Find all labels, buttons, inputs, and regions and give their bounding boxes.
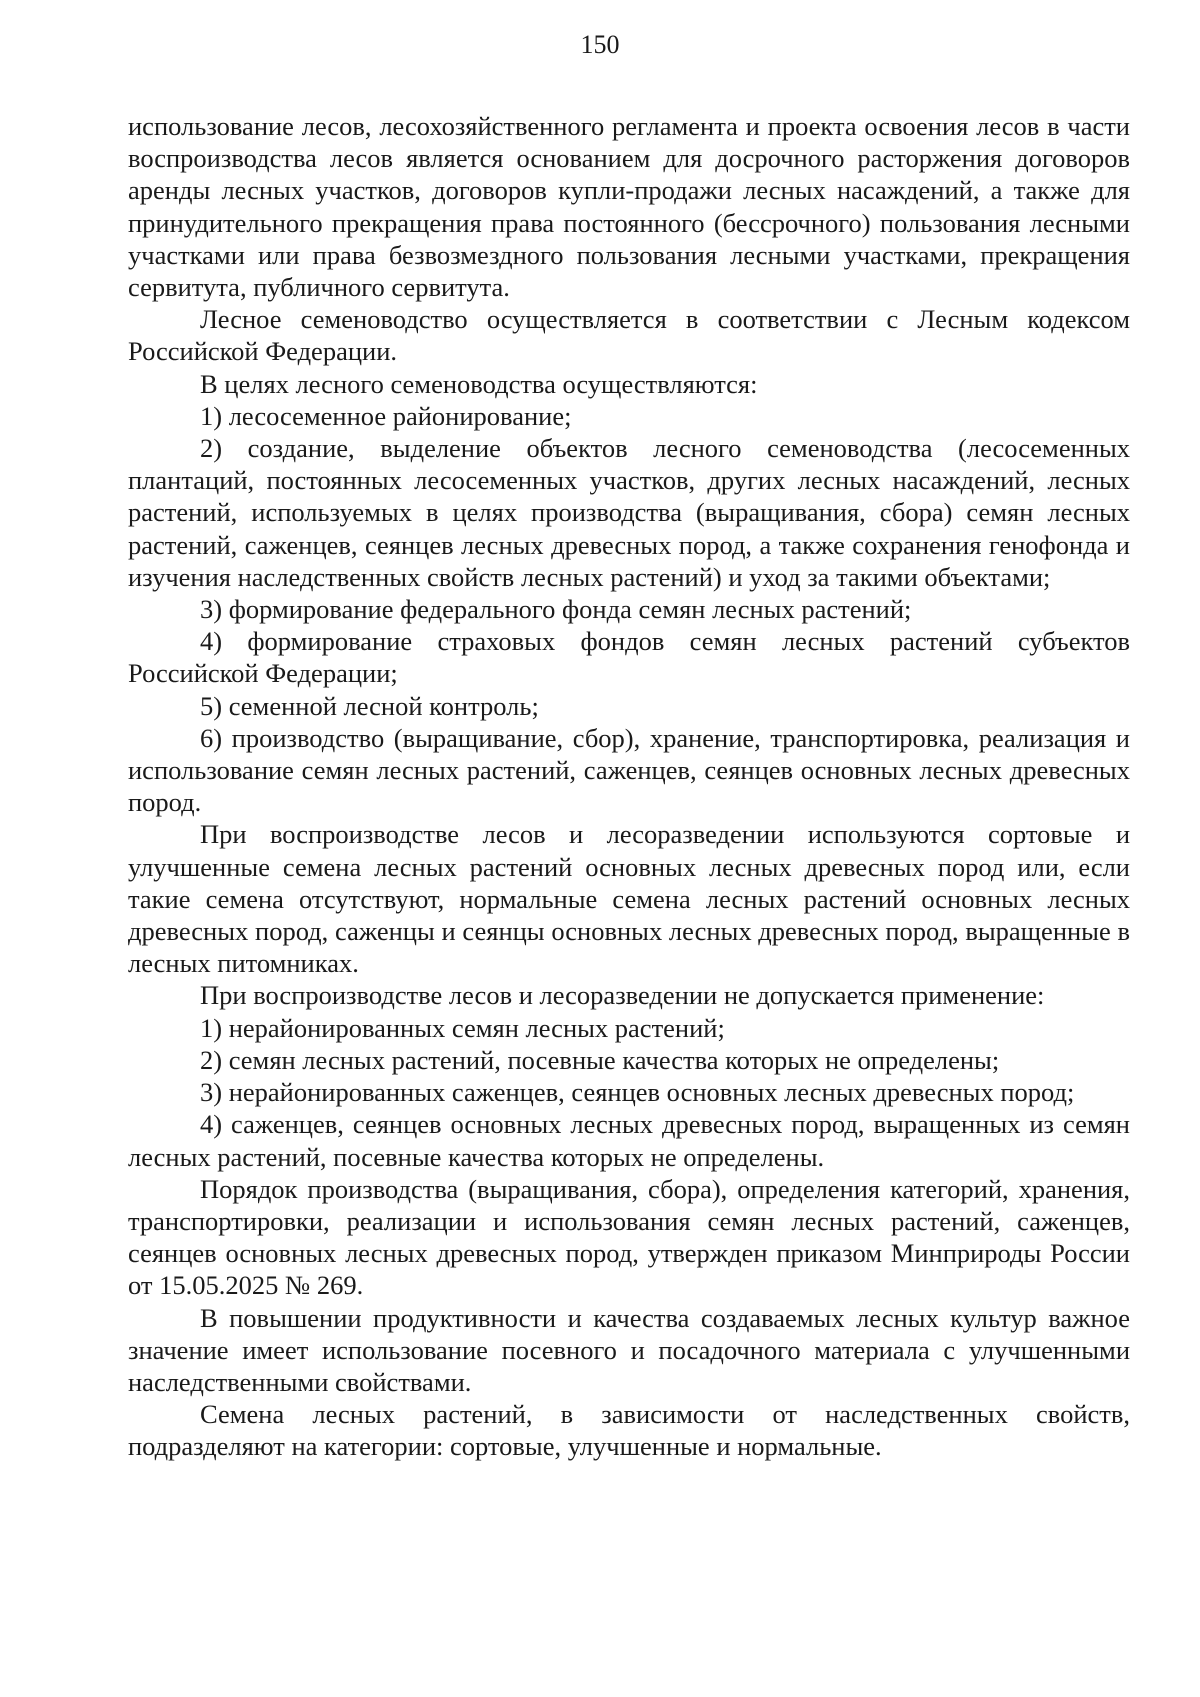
- paragraph: Лесное семеноводство осуществляется в соответствии с Лесным кодексом Российской Федерации.: [128, 304, 1130, 367]
- paragraph: Семена лесных растений, в зависимости от наследственных свойств, подразделяют на категории: сортовые, улучшенные и нормальные.: [128, 1399, 1130, 1462]
- paragraph: В целях лесного семеноводства осуществляются:: [200, 368, 758, 399]
- paragraph: При воспроизводстве лесов и лесоразведении используются сортовые и улучшенные семена лесных растений основных лесных древесных пород или, если такие семена отсутствуют, нормальные семена лесных растений основных лесных древесных пород, саженцы и сеянцы основных лесных древесных пород, выращенные в лесных питомниках.: [128, 819, 1130, 979]
- list-item: 1) лесосеменное районирование;: [200, 400, 572, 431]
- list-item: 1) нерайонированных семян лесных растений;: [200, 1012, 725, 1043]
- list-item: 3) формирование федерального фонда семян лесных растений;: [200, 594, 912, 625]
- list-item: 3) нерайонированных саженцев, сеянцев основных лесных древесных пород;: [200, 1077, 1075, 1108]
- list-item: 2) семян лесных растений, посевные качества которых не определены;: [200, 1044, 1000, 1075]
- list-item: 5) семенной лесной контроль;: [200, 690, 539, 721]
- paragraph: В повышении продуктивности и качества создаваемых лесных культур важное значение имеет использование посевного и посадочного материала с улучшенными наследственными свойствами.: [128, 1302, 1130, 1397]
- list-item: 4) формирование страховых фондов семян лесных растений субъектов Российской Федерации;: [128, 626, 1130, 689]
- list-item: 4) саженцев, сеянцев основных лесных древесных пород, выращенных из семян лесных растений, посевные качества которых не определены.: [128, 1109, 1130, 1172]
- page-number: 150: [580, 30, 620, 59]
- list-item: 6) производство (выращивание, сбор), хранение, транспортировка, реализация и использование семян лесных растений, саженцев, сеянцев основных лесных древесных пород.: [128, 722, 1130, 818]
- document-body: [128, 110, 1130, 1463]
- list-item: 2) создание, выделение объектов лесного семеноводства (лесосеменных плантаций, постоянных лесосеменных участков, других лесных насаждений, лесных растений, используемых в целях производства (выращивания, сбора) семян лесных растений, саженцев, сеянцев лесных древесных пород, а также сохранения генофонда и изучения наследственных свойств лесных растений) и уход за такими объектами;: [128, 433, 1130, 592]
- paragraph: Порядок производства (выращивания, сбора), определения категорий, хранения, транспортировки, реализации и использования семян лесных растений, саженцев, сеянцев основных лесных древесных пород, утвержден приказом Минприроды России от 15.05.2025 № 269.: [128, 1173, 1130, 1301]
- paragraph-continuation: использование лесов, лесохозяйственного регламента и проекта освоения лесов в части воспроизводства лесов является основанием для досрочного расторжения договоров аренды лесных участков, договоров купли-продажи лесных насаждений, а также для принудительного прекращения права постоянного (бессрочного) пользования лесными участками или права безвозмездного пользования лесными участками, прекращения сервитута, публичного сервитута.: [128, 111, 1130, 303]
- paragraph: При воспроизводстве лесов и лесоразведении не допускается применение:: [200, 980, 1045, 1011]
